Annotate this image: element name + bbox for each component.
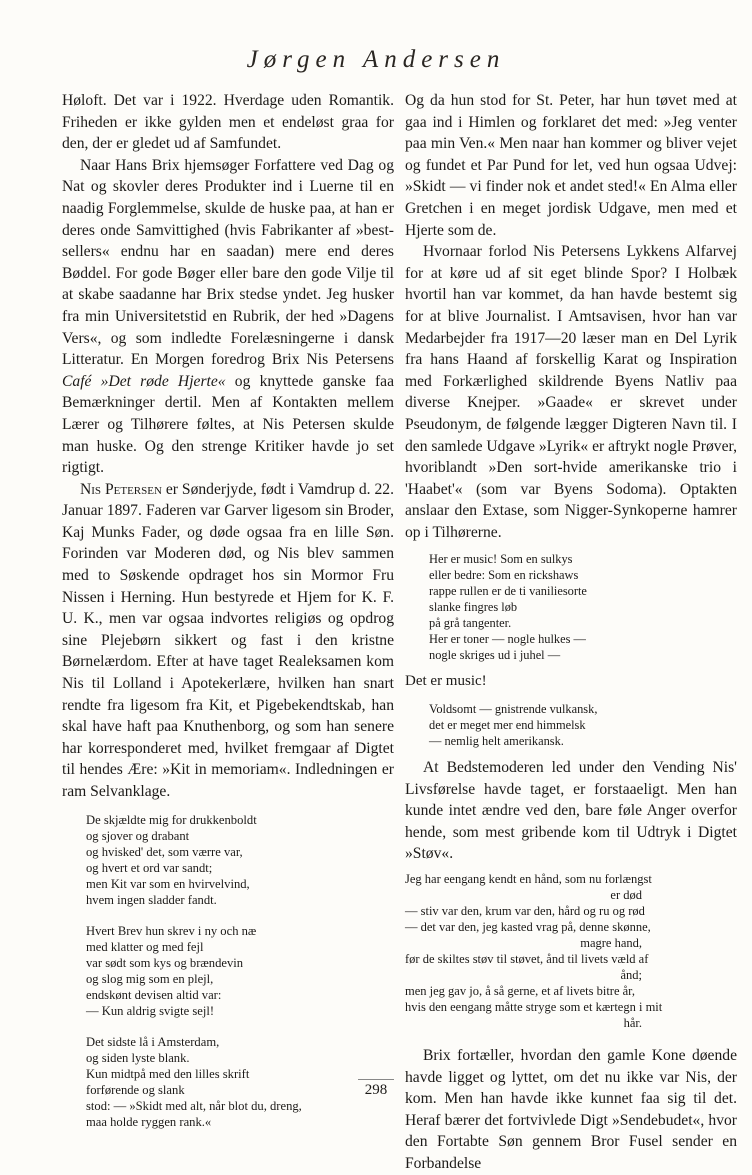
- poem-line: nogle skriges ud i juhel —: [429, 648, 561, 663]
- left-column: [62, 90, 394, 1145]
- poem-stanza: [86, 812, 394, 908]
- poem-line: — nemlig helt amerikansk.: [429, 734, 564, 749]
- poem-line: — stiv var den, krum var den, hård og ru og rød: [405, 904, 645, 919]
- poem-line: men jeg gav jo, å så gerne, et af livets bitre år,: [405, 984, 635, 999]
- poem-line-music: Det er music!: [405, 673, 487, 690]
- running-header: Jørgen Andersen: [246, 46, 506, 73]
- poem-stov: [405, 871, 737, 1031]
- page-number: 298: [364, 1082, 388, 1098]
- poem-line: rappe rullen er de ti vaniliesorte: [429, 584, 587, 599]
- right-column: [405, 90, 737, 1175]
- paragraph: Brix fortæller, hvordan den gamle Kone døende havde ligget og lyttet, om det nu ikke var Nis, der kom. Men han havde ikke kunnet faa sig til det. Heraf bærer det fortvivlede Digt »Sendebudet«, hvor den Fortabte Søn gennem Bror Fusel sender en Forbandelse: [405, 1047, 737, 1172]
- poem-line: eller bedre: Som en rickshaws: [429, 568, 579, 583]
- poem-line: Voldsomt — gnistrende vulkansk,: [429, 702, 598, 717]
- poem-line: De skjældte mig for drukkenboldt: [86, 812, 257, 827]
- poem-line: — Kun aldrig svigte sejl!: [86, 1003, 215, 1018]
- poem-line: endskønt devisen altid var:: [86, 987, 222, 1002]
- paragraph: Høloft. Det var i 1922. Hverdage uden Romantik. Friheden er ikke gylden men et endeløst graa for den, der er gledet ud af Samfundet.: [62, 92, 394, 153]
- poem-line: på grå tangenter.: [429, 616, 512, 631]
- poem-line: maa holde ryggen rank.«: [86, 1114, 212, 1129]
- poem-line: slanke fingres løb: [429, 600, 518, 615]
- poem-line: med klatter og med fejl: [86, 939, 204, 954]
- paragraph: At Bedstemoderen led under den Vending Nis' Livsførelse havde taget, er forstaaeligt. Men han kunde intet ændre ved den, bare føle Anger overfor hende, som mest gribende kom til Udtryk i Digtet »Støv«.: [405, 759, 737, 863]
- poem-line: Jeg har eengang kendt en hånd, som nu forlængst: [405, 872, 652, 887]
- poem-line: Her er music! Som en sulkys: [429, 552, 573, 567]
- poem-line: ånd;: [620, 968, 642, 983]
- poem-line: Kun midtpå med den lilles skrift: [86, 1066, 250, 1081]
- poem-line: Hvert Brev hun skrev i ny och næ: [86, 923, 257, 938]
- italic-title: Café »Det røde Hjerte«: [62, 372, 226, 390]
- poem-line: forførende og slank: [86, 1082, 185, 1097]
- poem-line: er død: [610, 888, 642, 903]
- folio-rule: [358, 1079, 394, 1080]
- poem-line: var sødt som kys og brændevin: [86, 955, 244, 970]
- poem-line: stod: — »Skidt med alt, når blot du, dreng,: [86, 1098, 302, 1113]
- poem-line: hvem ingen sladder fandt.: [86, 892, 217, 907]
- poem-line: Her er toner — nogle hulkes —: [429, 632, 586, 647]
- paragraph-nis-petersen: Nis Petersen er Sønderjyde, født i Vamdrup d. 22. Januar 1897. Faderen var Garver ligesom sin Broder, Kaj Munks Fader, og døde ogsaa fra en lille Søn. Forinden var Moderen død, og Nis blev sammen med to Søskende opdraget hos sin Mormor Fru Nissen i Herning. Hun bestyrede et Hjem for K. F. U. K., men var ogsaa indvortes religiøs og opdrog sine Plejebørn sikkert og fast i den kristne Børnelærdom. Efter at have taget Realeksamen kom Nis til Lolland i Apotekerlære, hvilken han snart rendte fra ligesom fra Kit, et Pigebekendtskab, han skal have haft paa Knuthenborg, og som han senere har korresponderet med, hvilket fremgaar af Digtet til hendes Ære: »Kit in memoriam«. Indledningen er ram Selvanklage.: [62, 480, 394, 800]
- paragraph: Og da hun stod for St. Peter, har hun tøvet med at gaa ind i Himlen og forklaret det med: »Jeg venter paa min Ven.« Men naar han kommer og bliver vejet og fundet et Par Pund for let, ved hun ogsaa Udvej: »Skidt — vi finder nok et andet sted!« En Alma eller Gretchen i en meget jordisk Udgave, men med et Hjerte som de.: [405, 92, 737, 239]
- poem-line: magre hand,: [580, 936, 642, 951]
- poem-line: og siden lyste blank.: [86, 1050, 190, 1065]
- poem-line: hår.: [623, 1016, 642, 1031]
- poem-line: men Kit var som en hvirvelvind,: [86, 876, 250, 891]
- poem-music-continued: [429, 701, 737, 749]
- poem-line: før de skiltes støv til støvet, ånd til livets væld af: [405, 952, 649, 967]
- poem-line: det er meget mer end himmelsk: [429, 718, 586, 733]
- paragraph: Hvornaar forlod Nis Petersens Lykkens Alfarvej for at køre ud af sit eget blinde Spor? I Holbæk hvortil han var kommet, da han havde bestemt sig for at blive Journalist. I Amtsavisen, hvor han var Medarbejder fra 1917—20 læser man en Del Lyrik fra hans Haand af forskellig Karat og Inspiration med Forkærlighed skildrende Byens Natliv paa diverse Knejper. »Gaade« er skrevet under Pseudonym, de følgende lægger Digteren Navn til. I den samlede Udgave »Lyrik« er aftrykt nogle Prøver, hvoriblandt »Den sort-hvide amerikanske trio i 'Haabet'« (som var Byens Sodoma). Optakten anslaar den Extase, som Nigger-Synkoperne hamrer op i Tilhørerne.: [405, 243, 737, 541]
- poem-line: hvis den eengang måtte stryge som et kærtegn i mit: [405, 1000, 663, 1015]
- poem-line: og sjover og drabant: [86, 828, 190, 843]
- poem-line: og slog mig som en plejl,: [86, 971, 214, 986]
- poem-stanza: [86, 923, 394, 1019]
- poem-line: — det var den, jeg kasted vrag på, denne skønne,: [405, 920, 651, 935]
- small-caps-name: Nis Petersen: [80, 480, 162, 498]
- poem-line: og hvisked' det, som værre var,: [86, 844, 243, 859]
- poem-music: [429, 551, 737, 663]
- paragraph-brix: Naar Hans Brix hjemsøger Forfattere ved Dag og Nat og skovler deres Produkter ind i Luerne til en naadig Forglemmelse, skulde de huske paa, at han er deres onde Samvittighed (hvis Fabrikanter af »best-sellers« endnu har en saadan) mere end deres Bøddel. For gode Bøger eller bare den gode Vilje til at skabe saadanne har Brix stedse yndet. Jeg husker fra min Universitetstid en Rubrik, der hed »Dagens Vers«, og som indledte Forelæsningerne i dansk Litteratur. En Morgen foredrog Brix Nis Petersens Café »Det røde Hjerte« og knyttede ganske faa Bemærkninger dertil. Men af Kontakten mellem Lærer og Tilhørere føltes, at Nis Petersen skulde man huske. Og den strenge Kritiker havde jo set rigtigt.: [62, 156, 394, 477]
- poem-line: Det sidste lå i Amsterdam,: [86, 1034, 220, 1049]
- poem-line: og hvert et ord var sandt;: [86, 860, 213, 875]
